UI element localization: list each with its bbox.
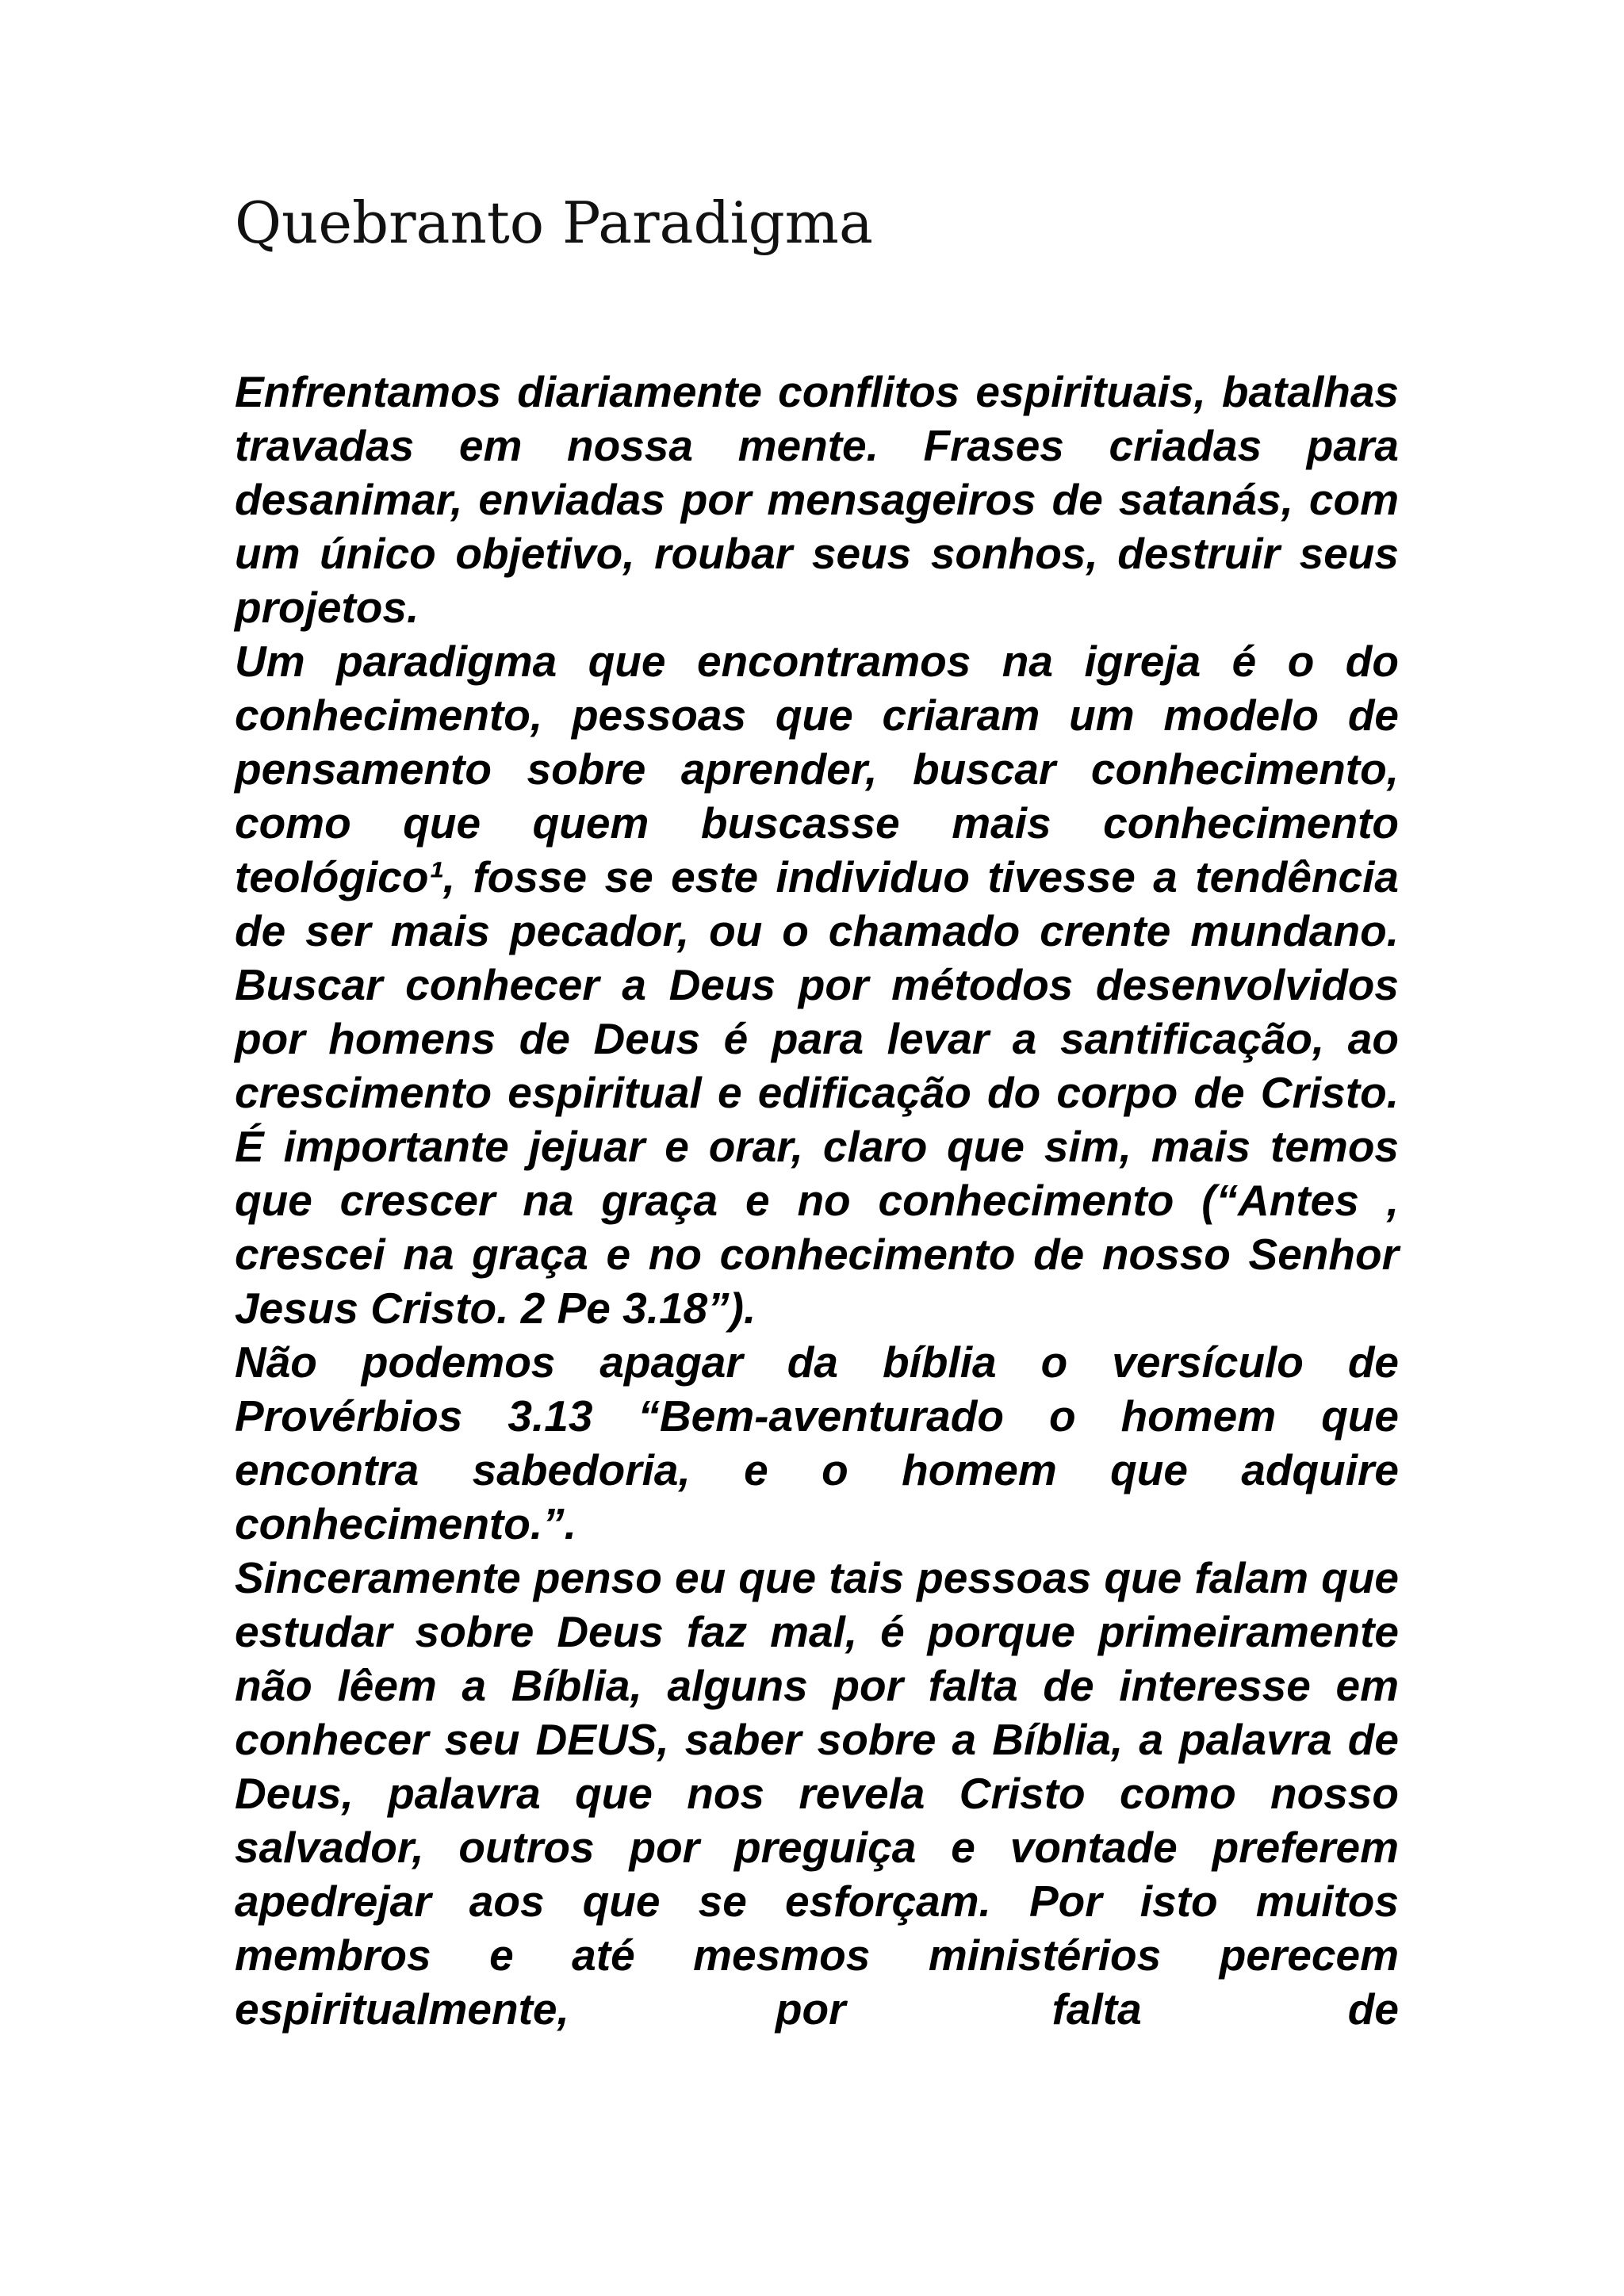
paragraph-1: Enfrentamos diariamente conflitos espirituais, batalhas travadas em nossa mente. Frases criadas para desanimar, enviadas por mensageiros de satanás, com um único objetivo, roubar seus sonhos, destruir seus projetos. bbox=[235, 367, 1399, 632]
document-title: Quebranto Paradigma bbox=[235, 189, 873, 256]
paragraph-2: Um paradigma que encontramos na igreja é o do conhecimento, pessoas que criaram um modelo de pensamento sobre aprender, buscar conhecimento, como que quem buscasse mais conhecimento teológico¹, fosse se este individuo tivesse a tendência de ser mais pecador, ou o chamado crente mundano. Buscar conhecer a Deus por métodos desenvolvidos por homens de Deus é para levar a santificação, ao crescimento espiritual e edificação do corpo de Cristo. É importante jejuar e orar, claro que sim, mais temos que crescer na graça e no conhecimento (“Antes , crescei na graça e no conhecimento de nosso Senhor Jesus Cristo. 2 Pe 3.18”). bbox=[235, 637, 1399, 1333]
paragraph-3: Não podemos apagar da bíblia o versículo de Provérbios 3.13 “Bem-aventurado o homem que encontra sabedoria, e o homem que adquire conhecimento.”. bbox=[235, 1337, 1399, 1548]
document-body bbox=[235, 365, 1399, 2036]
paragraph-4: Sinceramente penso eu que tais pessoas que falam que estudar sobre Deus faz mal, é porque primeiramente não lêem a Bíblia, alguns por falta de interesse em conhecer seu DEUS, saber sobre a Bíblia, a palavra de Deus, palavra que nos revela Cristo como nosso salvador, outros por preguiça e vontade preferem apedrejar aos que se esforçam. Por isto muitos membros e até mesmos ministérios perecem espiritualmente, por falta de bbox=[235, 1553, 1399, 2034]
